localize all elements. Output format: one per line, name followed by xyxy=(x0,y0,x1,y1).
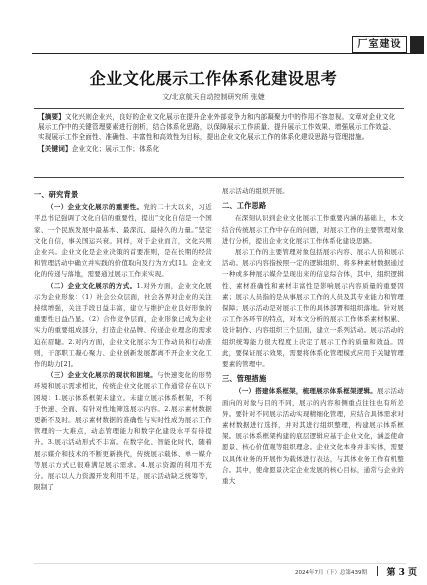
keywords-line xyxy=(38,144,400,154)
paragraph-lead: （二）企业文化展示的方式。 xyxy=(47,281,137,290)
paragraph-body: 党的二十大以来，习近平总书记强调了文化自信的重要性，提出“文化自信是一个国家、一个民族发展中最基本、最深沉、最持久的力量。”坚定文化自信，事关国运兴衰。同样，对于企业而言，文化兴则企业兴。企业文化是企业决策的首要准则，是在长期的经营和管理活动中确立并实践的价值取向及行为方式[1]。企业文化的传递与落地，需要通过展示工作来实现。 xyxy=(34,203,212,279)
abstract-text: 文化兴则企业兴，良好的企业文化展示在提升企业外部竞争力和内部凝聚力中的作用不容忽视。文章对企业文化展示工作中的关键管理要素进行剖析，结合体系化思路，以保障展示工作质量、提升展示工作效果、增强展示工作效益、实现展示工作全面性、准确性、丰富性和高效性为目标，提出企业文化展示工作的体系化建设思路与管理措施。 xyxy=(38,113,396,142)
paragraph-importance xyxy=(34,202,212,280)
abstract-label: 【摘要】 xyxy=(38,113,65,121)
paragraph-lead: （一）企业文化展示的重要性。 xyxy=(47,203,144,212)
keywords-text: 企业文化；展示工作；体系化 xyxy=(71,144,160,153)
column-label: 厂室建设 xyxy=(352,36,407,53)
header-rule xyxy=(32,53,424,54)
paragraph-body: 1.对外方面，企业文化展示为企业形象：（1）社会公众层面，社会各界对企业的关注持续增强，关注手段日益丰富，建立与维护企业良好形象的重要性日益凸显。（2）合作竞争层面，企业形象已成为企业实力的重要组成部分，打造企业品牌、传递企业理念的需求迫在眉睫。2.对内方面，企业文化展示为工作动员和行动准则，干部职工凝心聚力、企业创新发展都离不开企业文化工作的助力[2]。 xyxy=(34,281,212,369)
article-byline: 文/北京航天自动控制研究所 张婕 xyxy=(162,93,265,101)
column-tab-decoration xyxy=(410,36,424,53)
section-heading-measures: 三、管理措施 xyxy=(222,374,267,384)
footer-separator xyxy=(377,566,378,576)
paragraph-framework xyxy=(222,386,404,487)
article-title: 企业文化展示工作体系化建设思考 xyxy=(89,69,338,88)
page-number: 第 3 页 xyxy=(386,568,417,578)
right-column xyxy=(222,186,404,487)
paragraph-body: 展示活动面向的对象与目的不同，展示的内容和侧重点往往也有所差异。要针对不同展示活动实现精细化管理，应结合具体需求对素材数据进行选择，并对其进行组织整理，构建展示体系框架。展示体系框架构建的底层逻辑应基于企业文化，涵盖使命愿景、核心价值观等组织理念。企业文化本身并非实体，需要以具体业务的开展作为载体进行表达，与其体业务工作有机整合。其中，使命愿景决定企业发展的核心目标，通常与企业的重大 xyxy=(222,387,404,486)
abstract-box xyxy=(34,108,404,178)
keywords-label: 【关键词】 xyxy=(38,144,72,153)
left-column xyxy=(34,186,212,493)
section-heading-approach: 二、工作思路 xyxy=(222,201,267,211)
column-tag xyxy=(352,36,424,53)
paragraph-methods xyxy=(34,281,212,371)
paragraph-continuation: 展示活动的组织开展。 xyxy=(222,187,289,195)
footer-rule xyxy=(34,563,406,564)
paragraph-body: 与快速变化的形势环境和展示需求相比，传统企业文化展示工作通常存在以下困境：1.展示体系框架未建立。未建立展示体系框架，不利于快速、全面、有针对性地筛选展示内容。2.展示素材数据更新不及时。展示素材数据的准确性与实时性成为展示工作管理的一大难点，动态管理能力和数字化建设水平有待提升。3.展示活动形式不丰富。在数字化、智能化时代，随着展示媒介和技术的不断更新换代，传统展示载体、单一媒介等展示方式已很难满足展示需求。4.展示资源的利用不充分。展示以人力资源开发利用不足，展示活动缺乏统筹等，限制了 xyxy=(34,371,212,492)
paragraph-lead: （一）搭建体系框架，梳理展示体系框架逻辑。 xyxy=(235,387,377,396)
paragraph-management-objects: 展示工作的主要管理对象包括展示内容、展示人员和展示活动。展示内容指按照一定的逻辑组织、将多种素材数据通过一种或多种展示媒介呈现出来的信息综合体，其中，组织逻辑性、素材准确性和素材丰富性是影响展示内容质量的重要因素；展示人员指的是从事展示工作的人员及其专业能力和管理保障；展示活动是对展示工作的具体部署和组织落地。针对展示工作各环节的特点，对本文分析的展示工作体系素材积累、设计制作、内容组织三个层面，建立一系列活动。展示活动的组织统筹能力很大程度上决定了展示工作的质量和效益。因此，要保证展示效果，需要将体系化管理模式应用于关键管理要素的管理中。 xyxy=(222,248,404,369)
section-heading-background: 一、研究背景 xyxy=(34,190,79,199)
paragraph-status xyxy=(34,370,212,493)
paragraph-approach: 在深刻认识到企业文化展示工作重要内涵的基础上，本文结合传统展示工作中存在的问题，对展示工作的主要管理对象进行分析，提出企业文化展示工作体系化建设思路。 xyxy=(222,214,404,245)
paragraph-lead: （三）企业文化展示的现状和困境。 xyxy=(47,371,158,380)
footer-issue: 2024年7月（下）总第439期 xyxy=(295,570,367,576)
